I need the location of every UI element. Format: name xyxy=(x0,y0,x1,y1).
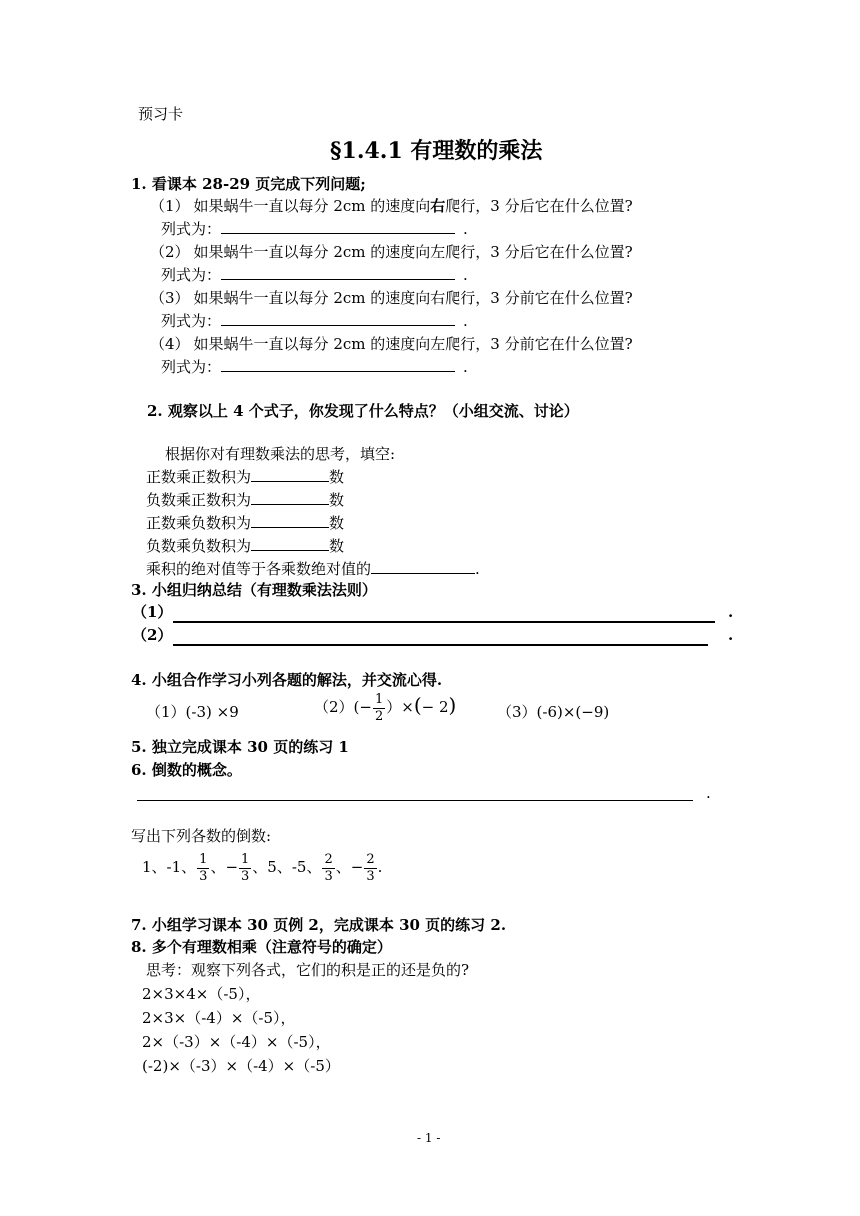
fraction-denominator: 3 xyxy=(199,868,208,884)
q5-heading: 5. 独立完成课本 30 页的练习 1 xyxy=(131,738,349,756)
q6-prompt: 写出下列各数的倒数: xyxy=(131,827,272,845)
q1-item-2-text: 如果蜗牛一直以每分 2cm 的速度向左爬行，3 分后它在什么位置? xyxy=(193,243,633,261)
q3-item-1-num: （1） xyxy=(132,603,173,621)
fraction xyxy=(322,853,334,883)
rule-text: 负数乘负数积为 xyxy=(146,537,252,555)
fraction-denominator: 3 xyxy=(366,868,375,884)
fraction-denominator: 3 xyxy=(324,868,333,884)
page-title: §1.4.1 有理数的乘法 xyxy=(330,138,543,164)
q1-formula-3 xyxy=(161,314,468,329)
rule-suffix: 数 xyxy=(329,537,345,555)
answer-blank[interactable] xyxy=(251,481,329,482)
q1-item-2 xyxy=(150,245,633,260)
answer-blank[interactable] xyxy=(251,527,329,528)
formula-label: 列式为： xyxy=(161,220,222,238)
q1-heading: 1. 看课本 28-29 页完成下列问题; xyxy=(131,175,366,193)
q4-problem-1: （1）(-3) ×9 xyxy=(146,703,239,721)
fraction-numerator: 1 xyxy=(374,692,384,707)
q1-item-4 xyxy=(150,337,633,352)
fraction xyxy=(373,693,385,723)
answer-blank[interactable] xyxy=(221,371,455,372)
end-dot: . xyxy=(377,858,383,877)
q4-p2-value: − 2 xyxy=(421,698,449,717)
q2-heading: 2. 观察以上 4 个式子，你发现了什么特点？（小组交流、讨论） xyxy=(147,402,579,420)
right-paren: ) xyxy=(448,693,457,718)
q1-formula-1 xyxy=(161,222,468,237)
abs-text: 乘积的绝对值等于各乘数绝对值的 xyxy=(146,560,372,578)
rule-text: 正数乘正数积为 xyxy=(146,468,252,486)
q3-heading: 3. 小组归纳总结（有理数乘法法则） xyxy=(131,581,377,599)
end-dot: . xyxy=(463,266,468,284)
q2-rule-2 xyxy=(146,493,344,508)
fraction xyxy=(197,853,209,883)
answer-blank[interactable] xyxy=(371,573,475,574)
answer-blank[interactable] xyxy=(221,233,455,234)
rule-suffix: 数 xyxy=(329,468,345,486)
formula-label: 列式为： xyxy=(161,312,222,330)
page-number: - 1 - xyxy=(417,1131,441,1145)
q3-item-2-num: （2） xyxy=(132,626,173,644)
formula-label: 列式为： xyxy=(161,266,222,284)
fraction xyxy=(239,853,251,883)
q1-item-1-post: 爬行，3 分后它在什么位置? xyxy=(445,197,633,215)
q8-think: 思考：观察下列各式，它们的积是正的还是负的? xyxy=(146,961,470,979)
q2-rule-4 xyxy=(146,539,344,554)
q4-problem-2 xyxy=(314,693,456,723)
q6-answer-line[interactable] xyxy=(137,800,693,801)
q1-item-4-text: 如果蜗牛一直以每分 2cm 的速度向左爬行，3 分前它在什么位置? xyxy=(193,335,633,353)
q2-abs-rule xyxy=(146,562,480,577)
fraction xyxy=(364,853,376,883)
fraction-numerator: 1 xyxy=(241,852,250,867)
q1-item-1-num: （1） xyxy=(150,197,190,215)
end-dot: . xyxy=(706,784,711,802)
q1-item-1-dir: 右 xyxy=(430,197,446,215)
end-dot: . xyxy=(463,312,468,330)
q1-item-1 xyxy=(150,199,633,214)
q8-expr-2: 2×3×（-4）×（-5）， xyxy=(142,1009,296,1027)
separator: 、5、-5、 xyxy=(252,858,322,877)
end-dot: . xyxy=(728,626,734,644)
q1-item-2-num: （2） xyxy=(150,243,190,261)
q2-rule-3 xyxy=(146,516,344,531)
q4-problem-3: （3）(-6)×(−9) xyxy=(497,703,610,721)
rule-suffix: 数 xyxy=(329,514,345,532)
q1-item-3-num: （3） xyxy=(150,289,190,307)
q7-heading: 7. 小组学习课本 30 页例 2，完成课本 30 页的练习 2. xyxy=(131,916,507,934)
answer-blank[interactable] xyxy=(221,325,455,326)
fraction-numerator: 2 xyxy=(324,852,333,867)
q8-expr-3: 2×（-3）×（-4）×（-5）， xyxy=(142,1033,331,1051)
q6-nums-a: 1、-1、 xyxy=(142,858,197,877)
rule-text: 正数乘负数积为 xyxy=(146,514,252,532)
q4-p2-mid: ）× xyxy=(386,698,414,717)
left-paren: ( xyxy=(413,693,422,718)
separator: 、− xyxy=(210,858,239,877)
q1-item-4-num: （4） xyxy=(150,335,190,353)
q8-expr-1: 2×3×4×（-5）， xyxy=(142,985,261,1003)
rule-suffix: 数 xyxy=(329,491,345,509)
q3-answer-line-1[interactable] xyxy=(173,621,715,623)
fraction-numerator: 1 xyxy=(199,852,208,867)
q8-heading: 8. 多个有理数相乘（注意符号的确定） xyxy=(131,938,392,956)
answer-blank[interactable] xyxy=(251,504,329,505)
end-dot: . xyxy=(463,358,468,376)
q8-expr-4: (-2)×（-3）×（-4）×（-5） xyxy=(142,1057,340,1075)
q4-heading: 4. 小组合作学习小列各题的解法，并交流心得. xyxy=(131,671,443,689)
formula-label: 列式为： xyxy=(161,358,222,376)
q4-p2-prefix: （2）(− xyxy=(314,698,372,717)
q1-item-3-text: 如果蜗牛一直以每分 2cm 的速度向右爬行，3 分前它在什么位置? xyxy=(193,289,633,307)
q6-heading: 6. 倒数的概念。 xyxy=(131,761,242,779)
end-dot: . xyxy=(475,560,480,578)
q2-intro: 根据你对有理数乘法的思考，填空: xyxy=(165,445,396,463)
q1-formula-4 xyxy=(161,360,468,375)
q6-numbers xyxy=(142,853,382,883)
end-dot: . xyxy=(463,220,468,238)
rule-text: 负数乘正数积为 xyxy=(146,491,252,509)
q3-answer-line-2[interactable] xyxy=(173,644,708,646)
fraction-numerator: 2 xyxy=(366,852,375,867)
answer-blank[interactable] xyxy=(221,279,455,280)
header-label: 预习卡 xyxy=(138,105,184,123)
q1-item-1-pre: 如果蜗牛一直以每分 2cm 的速度向 xyxy=(193,197,431,215)
q1-formula-2 xyxy=(161,268,468,283)
q1-item-3 xyxy=(150,291,633,306)
fraction-denominator: 2 xyxy=(374,708,384,724)
separator: 、− xyxy=(335,858,364,877)
fraction-denominator: 3 xyxy=(241,868,250,884)
answer-blank[interactable] xyxy=(251,550,329,551)
q2-rule-1 xyxy=(146,470,344,485)
end-dot: . xyxy=(728,603,734,621)
